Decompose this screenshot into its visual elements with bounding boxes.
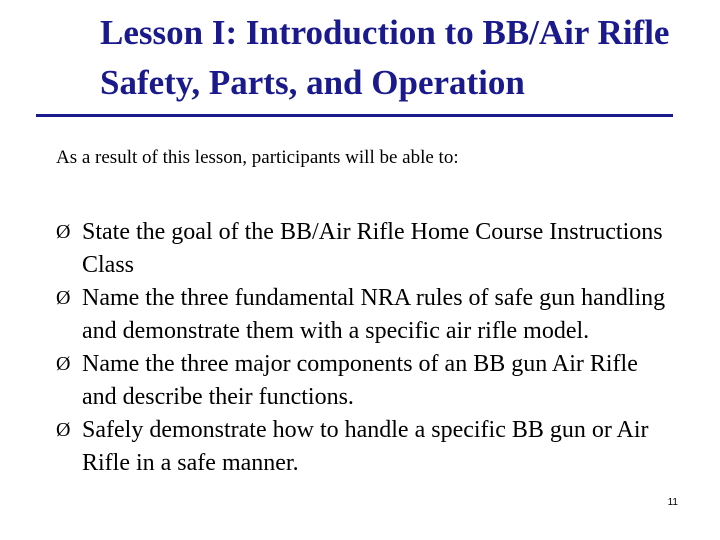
arrow-bullet-icon: Ø <box>56 419 71 441</box>
objective-item <box>56 414 676 480</box>
objective-text: Safely demonstrate how to handle a specific BB gun or Air Rifle in a safe manner. <box>82 417 649 476</box>
page-number: 11 <box>667 497 678 508</box>
objective-text: State the goal of the BB/Air Rifle Home Course Instructions Class <box>82 219 663 278</box>
objective-item <box>56 216 676 282</box>
arrow-bullet-icon: Ø <box>56 353 71 375</box>
slide-title: Lesson I: Introduction to BB/Air Rifle Safety, Parts, and Operation <box>100 13 670 102</box>
objective-item <box>56 282 676 348</box>
objectives-list <box>56 216 676 480</box>
objective-text: Name the three major components of an BB gun Air Rifle and describe their functions. <box>82 351 638 410</box>
objective-text: Name the three fundamental NRA rules of safe gun handling and demonstrate them with a specific air rifle model. <box>82 285 666 344</box>
objective-item <box>56 348 676 414</box>
title-underline <box>36 114 673 117</box>
intro-text: As a result of this lesson, participants will be able to: <box>56 147 459 168</box>
arrow-bullet-icon: Ø <box>56 221 71 243</box>
arrow-bullet-icon: Ø <box>56 287 71 309</box>
